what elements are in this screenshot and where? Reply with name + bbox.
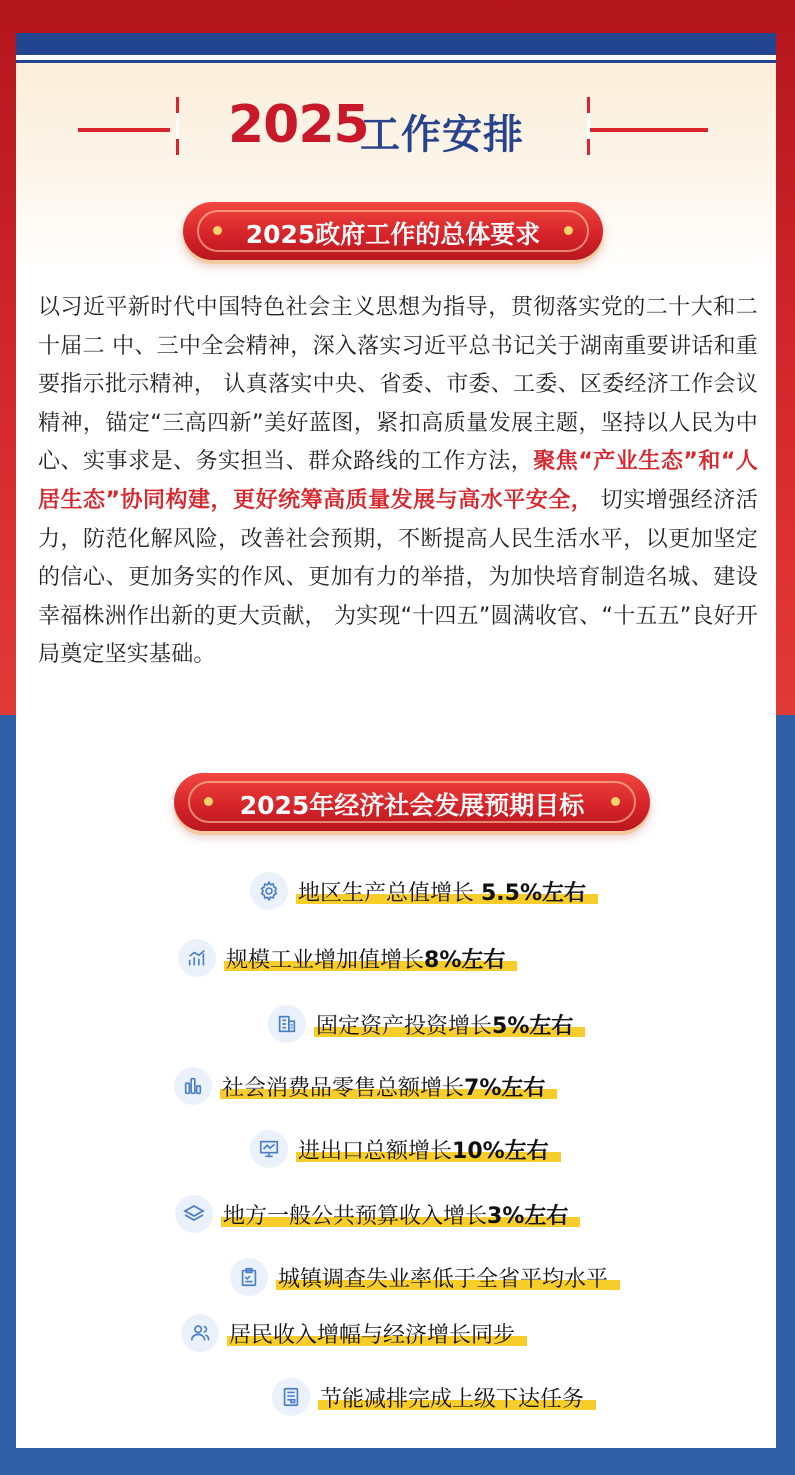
section2-title: 2025年经济社会发展预期目标 — [239, 791, 585, 820]
goal-text: 城镇调查失业率低于全省平均水平 — [278, 1267, 609, 1292]
goal-text: 居民收入增幅与经济增长同步 — [229, 1323, 516, 1348]
para-text-1: 以习近平新时代中国特色社会主义思想为指导，贯彻落实党的二十大和二十届二 中、三中全会精神，深入落实习近平总书记关于湖南重要讲话和重要指示批示精神， 认真落实中央、省委、市委、工委、区委经济工作会议精神，锚定“三高四新”美好蓝图，紧扣高质量发展主题，坚持以人民为中心、实事求是、务实担当、群众路线的工作方法， — [38, 295, 758, 475]
heading-right-bracket — [587, 97, 606, 155]
layers-icon — [175, 1195, 213, 1233]
bar-chart-icon — [174, 1067, 212, 1105]
goal-label — [227, 1318, 527, 1349]
goal-value: 8%左右 — [424, 948, 506, 973]
para-text-2: 切实增强经济活力，防范化解风险，改善社会预期，不断提高人民生活水平，以更加坚定的信心、更加务实的作风、更加有力的举措，为加快培育制造名城、建设幸福株洲作出新的更大贡献， 为实现“十四五”圆满收官、“十五五”良好开局奠定坚实基础。 — [38, 487, 759, 668]
goal-value: 5.5%左右 — [481, 881, 587, 906]
users-icon — [181, 1314, 219, 1352]
goal-label — [314, 1009, 585, 1040]
building-icon — [268, 1005, 306, 1043]
goal-label — [224, 943, 517, 974]
heading-year: 2025 — [228, 95, 369, 155]
trend-chart-icon — [178, 939, 216, 977]
goal-text: 节能减排完成上级下达任务 — [320, 1387, 585, 1412]
clipboard-icon — [230, 1258, 268, 1296]
goal-text: 社会消费品零售总额增长 — [222, 1076, 465, 1101]
para-highlight: 聚焦“产业生态”和“人居生态”协同构建，更好统筹高质量发展与高水平安全， — [38, 449, 759, 513]
goal-label — [296, 876, 598, 907]
goal-text: 地区生产总值增长 — [298, 881, 481, 906]
section2-banner — [174, 773, 650, 831]
goal-text: 固定资产投资增长 — [316, 1014, 493, 1039]
page-heading — [0, 95, 795, 165]
presentation-icon — [250, 1130, 288, 1168]
goal-label — [221, 1199, 580, 1230]
section1-title: 2025政府工作的总体要求 — [245, 220, 541, 249]
heading-left-line — [78, 128, 170, 132]
goal-value: 10%左右 — [452, 1139, 549, 1164]
card-top-bar — [16, 33, 776, 55]
heading-right-line — [590, 128, 708, 132]
goal-label — [296, 1134, 561, 1165]
goal-value: 3%左右 — [487, 1204, 569, 1229]
overall-requirements-paragraph — [38, 289, 758, 675]
section1-banner — [183, 202, 603, 260]
goal-value: 7%左右 — [464, 1076, 546, 1101]
goal-text: 进出口总额增长 — [298, 1139, 453, 1164]
goal-text: 地方一般公共预算收入增长 — [223, 1204, 488, 1229]
goal-label — [276, 1262, 620, 1293]
goal-label — [220, 1071, 557, 1102]
goal-text: 规模工业增加值增长 — [226, 948, 425, 973]
heading-text: 工作安排 — [360, 112, 524, 158]
goal-value: 5%左右 — [492, 1014, 574, 1039]
goal-label — [318, 1382, 596, 1413]
heading-left-bracket — [176, 97, 195, 155]
gear-icon — [250, 872, 288, 910]
document-icon — [272, 1378, 310, 1416]
